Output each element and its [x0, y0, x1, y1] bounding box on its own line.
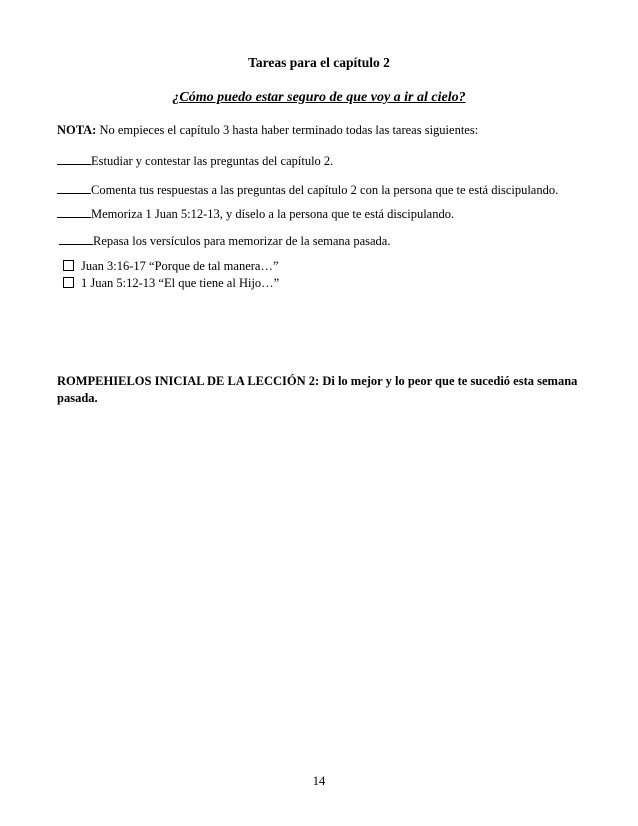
task-text: Estudiar y contestar las preguntas del capítulo 2.	[91, 154, 334, 168]
verse-text: Juan 3:16-17 “Porque de tal manera…”	[81, 259, 279, 273]
verse-text: 1 Juan 5:12-13 “El que tiene al Hijo…”	[81, 276, 280, 290]
note-line	[57, 123, 478, 138]
task-text: Memoriza 1 Juan 5:12-13, y díselo a la persona que te está discipulando.	[91, 207, 455, 221]
verse-item	[63, 259, 279, 274]
note-label: NOTA:	[57, 123, 97, 137]
page-number: 14	[312, 774, 326, 788]
task-blank-line	[57, 182, 91, 194]
task-blank-line	[57, 206, 91, 218]
icebreaker-paragraph: ROMPEHIELOS INICIAL DE LA LECCIÓN 2: Di lo mejor y lo peor que te sucedió esta semana pasada.	[57, 374, 578, 405]
page-title: Tareas para el capítulo 2	[248, 55, 390, 70]
task-blank-line	[59, 233, 93, 245]
checkbox-icon	[63, 277, 74, 288]
task-text: Comenta tus respuestas a las preguntas del capítulo 2 con la persona que te está discipulando.	[91, 183, 559, 197]
task-item	[59, 233, 390, 249]
task-item	[57, 182, 558, 198]
note-text: No empieces el capítulo 3 hasta haber terminado todas las tareas siguientes:	[96, 123, 479, 137]
page-subtitle: ¿Cómo puedo estar seguro de que voy a ir al cielo?	[172, 90, 466, 105]
verse-item	[63, 276, 279, 291]
task-blank-line	[57, 153, 91, 165]
task-item	[57, 153, 333, 169]
task-item	[57, 206, 454, 222]
task-text: Repasa los versículos para memorizar de la semana pasada.	[93, 234, 391, 248]
checkbox-icon	[63, 260, 74, 271]
